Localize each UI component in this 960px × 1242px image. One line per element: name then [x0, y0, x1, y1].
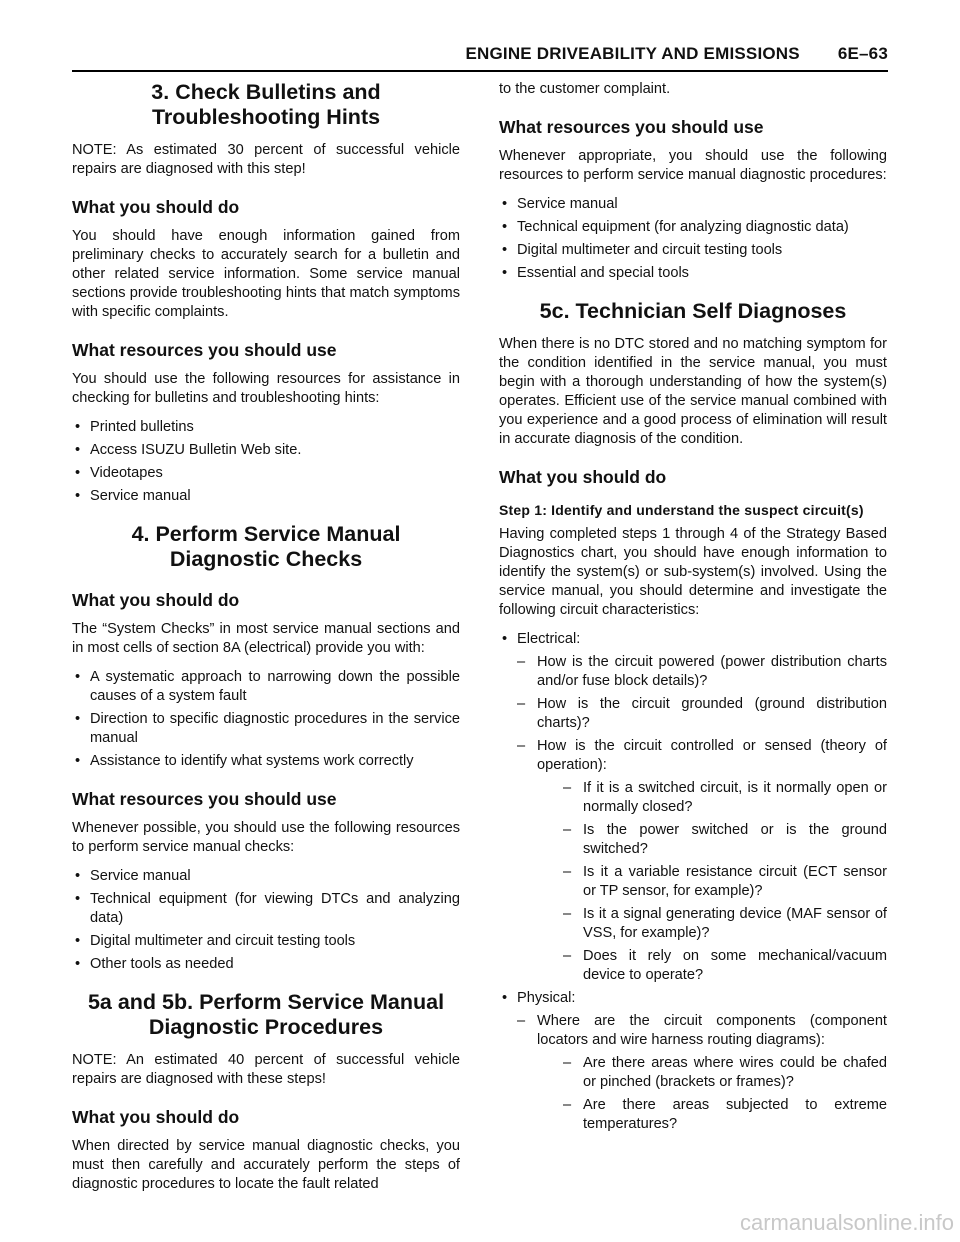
section-5c-title: 5c. Technician Self Diagnoses: [539, 299, 847, 323]
list-item: • Service manual: [502, 196, 618, 212]
list-item: • Technical equipment (for viewing DTCs and analyzing data): [75, 891, 460, 926]
resources-text: Whenever appropriate, you should use the following resources to perform service manual diagnostic procedures:: [499, 148, 887, 183]
list-item: • Other tools as needed: [75, 956, 234, 972]
section-3-note: NOTE: As estimated 30 percent of successful vehicle repairs are diagnosed with this step!: [72, 142, 460, 177]
resources-heading: What resources you should use: [499, 117, 764, 137]
section-4-title-line1: 4. Perform Service Manual: [131, 522, 401, 546]
list-item: • Assistance to identify what systems work correctly: [75, 753, 414, 769]
components-sublist: [563, 1054, 887, 1134]
list-item: • Printed bulletins: [75, 419, 194, 435]
right-column: [499, 80, 887, 1140]
list-item: – Are there areas subjected to extreme temperatures?: [563, 1097, 887, 1132]
characteristics-list: [499, 630, 887, 1134]
page-number: 6E–63: [837, 44, 888, 63]
list-item: • Technical equipment (for analyzing diagnostic data): [502, 219, 849, 235]
control-sublist: [563, 779, 887, 985]
section-4-list: [72, 668, 460, 771]
list-item: – Is it a signal generating device (MAF sensor of VSS, for example)?: [563, 906, 887, 941]
section-4-do-heading: What you should do: [72, 590, 240, 610]
step-1-title: Step 1: Identify and understand the suspect circuit(s): [499, 502, 864, 518]
list-item: • Direction to specific diagnostic procedures in the service manual: [75, 711, 460, 746]
step-1-text: Having completed steps 1 through 4 of the Strategy Based Diagnostics chart, you should have enough information to identify the system(s) or sub-system(s) involved. Using the service manual, you should determine and investigate the following circuit characteristics:: [499, 526, 887, 618]
list-item: – How is the circuit powered (power distribution charts and/or fuse block details)?: [517, 654, 887, 689]
section-3-title-line1: 3. Check Bulletins and: [151, 80, 381, 104]
section-5-title: [72, 990, 460, 1040]
list-item: • Videotapes: [75, 465, 163, 481]
section-3-resource-list: [72, 418, 460, 506]
section-4-resource-list: [72, 867, 460, 974]
section-4-resources-heading: What resources you should use: [72, 789, 337, 809]
list-item: – How is the circuit controlled or sensed (theory of operation): – If it is a switched circuit, is it normally open or normally closed? – Is the power switched or is the ground switched? – Is it a variable resistance circuit (ECT sensor or TP sensor, for example)? – Is it a signal generating device (MAF sensor of VSS, for example)? – Does it rely on some mechanical/vacuum device to operate?: [517, 738, 887, 983]
page-header: [72, 44, 888, 72]
list-item: – If it is a switched circuit, is it normally open or normally closed?: [563, 780, 887, 815]
section-3-do-heading: What you should do: [72, 197, 240, 217]
section-3-title-line2: Troubleshooting Hints: [151, 105, 381, 129]
header-title: ENGINE DRIVEABILITY AND EMISSIONS: [465, 44, 800, 63]
list-item: • Digital multimeter and circuit testing tools: [75, 933, 356, 949]
section-4-title-line2: Diagnostic Checks: [169, 547, 363, 571]
do-heading: What you should do: [499, 467, 667, 487]
section-4-resources-text: Whenever possible, you should use the following resources to perform service manual checks:: [72, 820, 460, 855]
section-3-do-text: You should have enough information gained from preliminary checks to accurately search for a bulletin and other related service information. Some service manual sections provide troubleshooting hints that match symptoms with specific complaints.: [72, 228, 460, 320]
list-item: • Access ISUZU Bulletin Web site.: [75, 442, 302, 458]
physical-sublist: [517, 1012, 887, 1134]
list-item: • Service manual: [75, 868, 191, 884]
list-item: • Service manual: [75, 488, 191, 504]
section-5-title-line1: 5a and 5b. Perform Service Manual: [87, 990, 445, 1014]
list-item: – Is it a variable resistance circuit (ECT sensor or TP sensor, for example)?: [563, 864, 887, 899]
section-4-title: [72, 522, 460, 572]
list-item: – Does it rely on some mechanical/vacuum device to operate?: [563, 948, 887, 983]
section-5-note: NOTE: An estimated 40 percent of successful vehicle repairs are diagnosed with these steps!: [72, 1052, 460, 1087]
watermark: carmanualsonline.info: [739, 1210, 954, 1235]
section-4-do-text: The “System Checks” in most service manual sections and in most cells of section 8A (electrical) provide you with:: [72, 621, 460, 656]
left-column: [72, 80, 460, 1204]
list-item-physical: • Physical: – Where are the circuit components (component locators and wire harness routing diagrams): – Are there areas where wires could be chafed or pinched (brackets or frames)? – Are there areas subjected to extreme temperatures?: [502, 990, 887, 1132]
list-item: – Where are the circuit components (component locators and wire harness routing diagrams): – Are there areas where wires could be chafed or pinched (brackets or frames)? – Are there areas subjected to extreme temperatures?: [517, 1013, 887, 1132]
list-item-electrical: • Electrical: – How is the circuit powered (power distribution charts and/or fuse block details)? – How is the circuit grounded (ground distribution charts)? – How is the circuit controlled or sensed (theory of operation): – If it is a switched circuit, is it normally open or normally closed? – Is the power switched or is the ground switched? – Is it a variable resistance circuit (ECT sensor or TP sensor, for example)? – Is it a signal generating device (MAF sensor of VSS, for example)? – Does it rely on some mechanical/vacuum device to operate?: [502, 631, 887, 983]
electrical-sublist: [517, 653, 887, 985]
section-5-do-heading: What you should do: [72, 1107, 240, 1127]
list-item: – Is the power switched or is the ground switched?: [563, 822, 887, 857]
list-item: • Digital multimeter and circuit testing tools: [502, 242, 783, 258]
continued-text: to the customer complaint.: [499, 81, 671, 97]
list-item: – Are there areas where wires could be chafed or pinched (brackets or frames)?: [563, 1055, 887, 1090]
list-item: • A systematic approach to narrowing down the possible causes of a system fault: [75, 669, 460, 704]
list-item: – How is the circuit grounded (ground distribution charts)?: [517, 696, 887, 731]
section-3-resources-text: You should use the following resources for assistance in checking for bulletins and troubleshooting hints:: [72, 371, 460, 406]
section-3-resources-heading: What resources you should use: [72, 340, 337, 360]
section-5c-text: When there is no DTC stored and no matching symptom for the condition identified in the service manual, you must begin with a thorough understanding of how the system(s) operates. Efficient use of the service manual combined with you experience and a good process of elimination will result in accurate diagnosis of the condition.: [499, 336, 887, 447]
list-item: • Essential and special tools: [502, 265, 689, 281]
section-3-title: [72, 80, 460, 130]
section-5-title-line2: Diagnostic Procedures: [148, 1015, 384, 1039]
section-5-do-text: When directed by service manual diagnostic checks, you must then carefully and accurately perform the steps of diagnostic procedures to locate the fault related: [72, 1138, 460, 1192]
resources-list: [499, 195, 887, 283]
